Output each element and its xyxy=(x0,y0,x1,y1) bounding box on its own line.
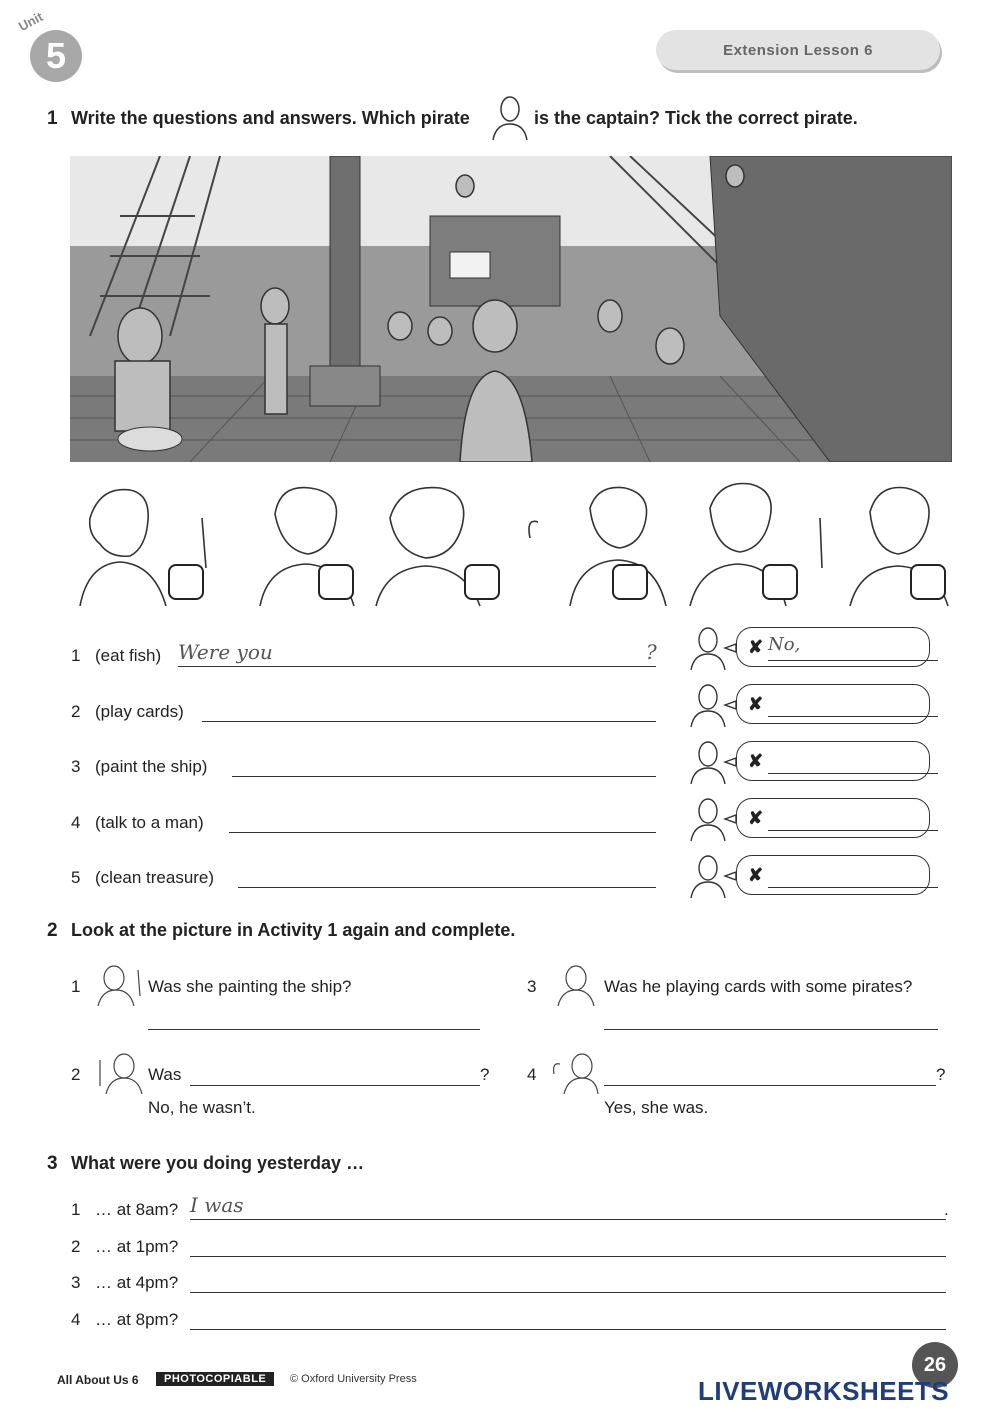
q1-number: 1 xyxy=(47,108,58,129)
person-outline-icon xyxy=(490,94,530,142)
pirate-thumbnail-icon xyxy=(552,962,600,1006)
q1-question-written-1: Were you xyxy=(178,640,273,664)
pirate-thumbnail-icon xyxy=(94,1050,144,1094)
answer-line-3[interactable] xyxy=(768,773,938,774)
q1-item-number: 5 xyxy=(71,868,81,887)
q2-answer-line-1[interactable] xyxy=(148,1029,480,1030)
q1-question-line-3[interactable] xyxy=(232,776,656,777)
q1-question-mark-1: ? xyxy=(646,640,657,664)
q3-answer-line-4[interactable] xyxy=(190,1329,946,1330)
tick-box-pirate-3[interactable] xyxy=(464,564,500,600)
q3-item-prompt: … at 8am? xyxy=(95,1200,179,1219)
q2-answer-2: No, he wasn’t. xyxy=(148,1098,256,1117)
q1-item-number: 2 xyxy=(71,702,81,721)
q2-question-mark-2: ? xyxy=(480,1065,490,1084)
q1-instruction-part2: is the captain? Tick the correct pirate. xyxy=(534,108,858,128)
q2-item-number: 3 xyxy=(527,977,537,996)
lesson-title: Extension Lesson 6 xyxy=(656,30,940,70)
q3-item-number: 2 xyxy=(71,1237,81,1256)
q3-instruction: What were you doing yesterday … xyxy=(71,1153,365,1173)
answer-bubble-3[interactable] xyxy=(736,741,930,781)
q1-question-line-5[interactable] xyxy=(238,887,656,888)
cross-icon: ✘ xyxy=(748,694,764,714)
q3-answer-line-2[interactable] xyxy=(190,1256,946,1257)
q3-item-number: 4 xyxy=(71,1310,81,1329)
q1-item-prompt: (eat fish) xyxy=(95,646,162,665)
q1-instruction-part1: Write the questions and answers. Which pirate xyxy=(71,108,470,128)
answer-bubble-1[interactable] xyxy=(736,627,930,667)
answer-line-1[interactable] xyxy=(768,660,938,661)
q3-written-1: I was xyxy=(190,1193,244,1217)
q2-question-mark-4: ? xyxy=(936,1065,946,1084)
tick-box-pirate-2[interactable] xyxy=(318,564,354,600)
tick-box-pirate-4[interactable] xyxy=(612,564,648,600)
liveworksheets-watermark: LIVEWORKSHEETS xyxy=(698,1376,950,1406)
tick-box-pirate-1[interactable] xyxy=(168,564,204,600)
q2-answer-4: Yes, she was. xyxy=(604,1098,709,1117)
q1-item-prompt: (play cards) xyxy=(95,702,184,721)
unit-number-badge: 5 xyxy=(30,30,82,82)
answer-bubble-4[interactable] xyxy=(736,798,930,838)
q2-item-number: 4 xyxy=(527,1065,537,1084)
q2-question-1: Was she painting the ship? xyxy=(148,977,352,996)
pirate-thumbnail-icon xyxy=(94,962,144,1006)
cross-icon: ✘ xyxy=(748,865,764,885)
tick-box-pirate-5[interactable] xyxy=(762,564,798,600)
q1-question-line-2[interactable] xyxy=(202,721,656,722)
q3-item-prompt: … at 8pm? xyxy=(95,1310,179,1329)
q2-question-line-2[interactable] xyxy=(190,1085,480,1086)
q3-item-number: 3 xyxy=(71,1273,81,1292)
q2-item-number: 1 xyxy=(71,977,81,996)
answer-face-icons xyxy=(688,624,736,904)
photocopiable-label: PHOTOCOPIABLE xyxy=(156,1372,274,1386)
q1-item-number: 4 xyxy=(71,813,81,832)
q1-item-number: 1 xyxy=(71,646,81,665)
q2-question-line-4[interactable] xyxy=(604,1085,936,1086)
q2-item-number: 2 xyxy=(71,1065,81,1084)
publisher-credit: © Oxford University Press xyxy=(290,1373,417,1385)
cross-icon: ✘ xyxy=(748,751,764,771)
answer-bubble-5[interactable] xyxy=(736,855,930,895)
footer-brand: All About Us 6 xyxy=(57,1373,139,1387)
q3-number: 3 xyxy=(47,1153,58,1174)
answer-line-5[interactable] xyxy=(768,887,938,888)
page-number: 26 xyxy=(912,1342,958,1388)
q3-answer-line-3[interactable] xyxy=(190,1292,946,1293)
q3-answer-line-1[interactable] xyxy=(190,1219,946,1220)
q1-item-prompt: (clean treasure) xyxy=(95,868,215,887)
q2-answer-line-3[interactable] xyxy=(604,1029,938,1030)
q3-item-prompt: … at 1pm? xyxy=(95,1237,179,1256)
answer-line-2[interactable] xyxy=(768,716,938,717)
pirate-thumbnail-icon xyxy=(550,1050,600,1094)
q1-item-number: 3 xyxy=(71,757,81,776)
q1-item-prompt: (talk to a man) xyxy=(95,813,204,832)
tick-box-pirate-6[interactable] xyxy=(910,564,946,600)
answer-line-4[interactable] xyxy=(768,830,938,831)
q2-question-2-start: Was xyxy=(148,1065,182,1084)
q3-full-stop-1: . xyxy=(944,1200,949,1219)
q1-item-prompt: (paint the ship) xyxy=(95,757,208,776)
q2-question-3: Was he playing cards with some pirates? xyxy=(604,977,913,996)
q1-question-line-1[interactable] xyxy=(178,666,656,667)
answer-bubble-2[interactable] xyxy=(736,684,930,724)
q2-instruction: Look at the picture in Activity 1 again and complete. xyxy=(71,920,516,940)
cross-icon: ✘ xyxy=(748,637,764,657)
cross-icon: ✘ xyxy=(748,808,764,828)
q1-question-line-4[interactable] xyxy=(229,832,656,833)
q2-number: 2 xyxy=(47,920,58,941)
pirate-ship-scene xyxy=(70,156,952,462)
q3-item-prompt: … at 4pm? xyxy=(95,1273,179,1292)
answer-written-1: No, xyxy=(768,634,801,655)
q3-item-number: 1 xyxy=(71,1200,81,1219)
unit-label: Unit xyxy=(15,8,46,35)
